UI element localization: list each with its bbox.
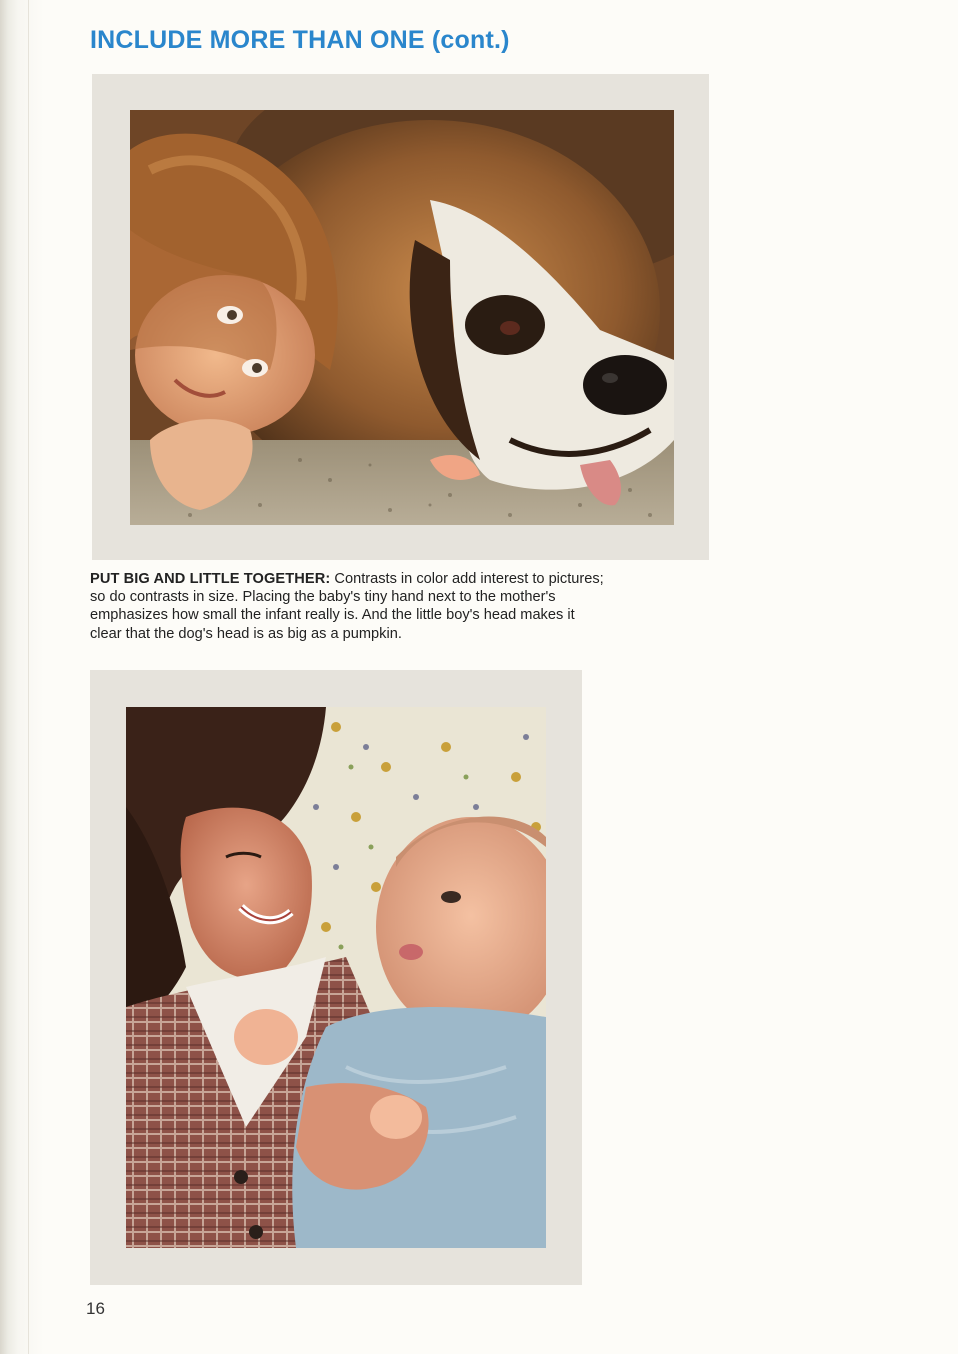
- photo-caption: [90, 570, 610, 643]
- caption-body: Contrasts in color add interest to pictures; so do contrasts in size. Placing the baby's tiny hand next to the mother's emphasizes how small the infant really is. And the little boy's head makes it clear that the dog's head is as big as a pumpkin.: [90, 571, 604, 642]
- photo-boy-and-dog: [130, 110, 674, 525]
- caption-lead: PUT BIG AND LITTLE TOGETHER:: [90, 571, 331, 587]
- page-number: 16: [86, 1299, 105, 1318]
- photo-mother-and-baby: [126, 707, 546, 1248]
- binding-crease: [28, 0, 29, 1354]
- page-spine-shadow: [0, 0, 44, 1354]
- page-heading: INCLUDE MORE THAN ONE (cont.): [90, 26, 510, 54]
